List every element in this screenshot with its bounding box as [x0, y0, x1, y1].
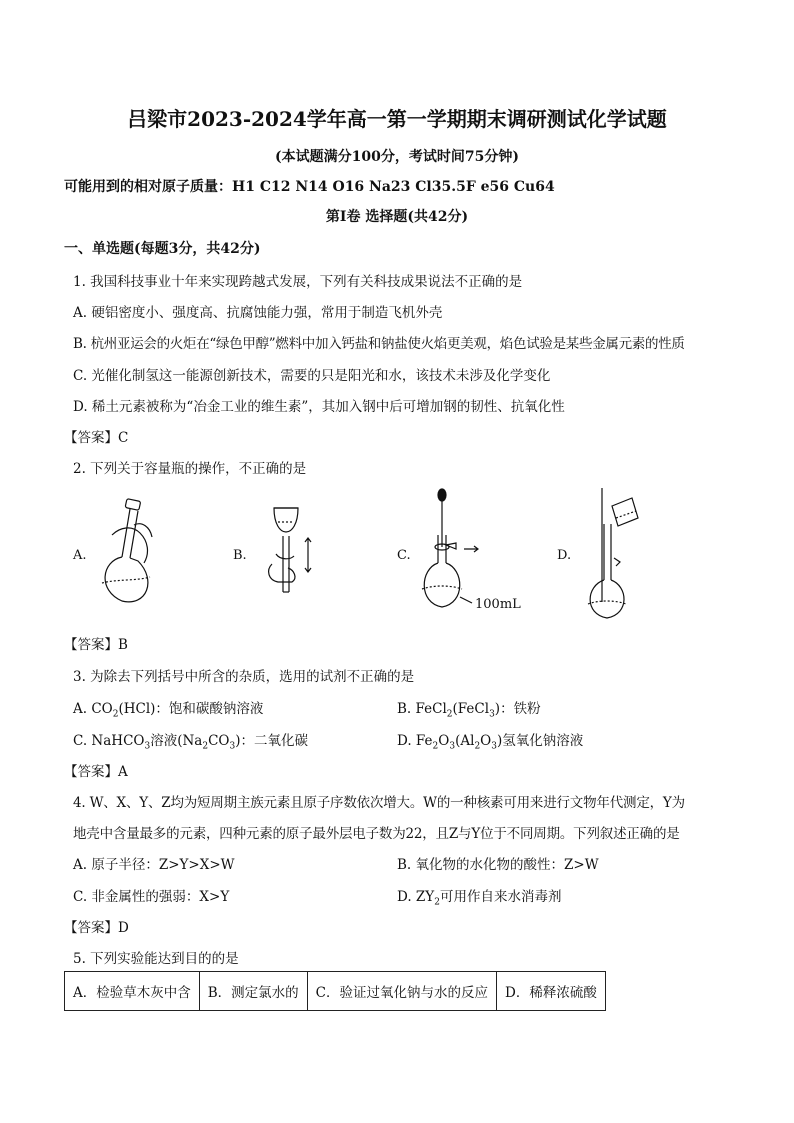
q1-option-c: C. 光催化制氢这一能源创新技术，需要的只是阳光和水，该技术未涉及化学变化: [73, 368, 551, 384]
q2-label-a: A.: [73, 548, 87, 563]
page-title: 吕梁市2023-2024学年高一第一学期期末调研测试化学试题: [127, 107, 667, 131]
table-row: [65, 972, 606, 1011]
q4-option-b: B. 氧化物的水化物的酸性：Z>W: [397, 857, 599, 873]
exam-info: (本试题满分100分，考试时间75分钟): [275, 149, 519, 165]
q1-option-d: D. 稀土元素被称为“冶金工业的维生素”，其加入钢中后可增加钢的韧性、抗氧化性: [73, 399, 565, 415]
q4-answer: 【答案】D: [64, 920, 129, 936]
q2-label-c: C.: [397, 548, 411, 563]
q1-option-a: A. 硬铝密度小、强度高、抗腐蚀能力强，常用于制造飞机外壳: [73, 305, 443, 321]
q2-stem: 2. 下列关于容量瓶的操作，不正确的是: [73, 461, 307, 477]
q2-label-b: B.: [233, 548, 247, 563]
flask-volume-label: 100mL: [475, 597, 521, 612]
q4-option-c: C. 非金属性的强弱：X>Y: [73, 889, 230, 905]
q2-answer: 【答案】B: [64, 637, 128, 653]
flask-inverting-illustration: [92, 495, 162, 610]
q4-stem-line2: 地壳中含量最多的元素，四种元素的原子最外层电子数为22，且Z与Y位于不同周期。下列叙述正确的是: [73, 826, 680, 842]
q1-stem: 1. 我国科技事业十年来实现跨越式发展，下列有关科技成果说法不正确的是: [73, 274, 523, 290]
q1-answer: 【答案】C: [64, 430, 129, 446]
q5-options-table: [64, 971, 606, 1011]
section-heading: 一、单选题(每题3分，共42分): [64, 241, 261, 257]
dropper-flask-illustration: [416, 485, 516, 615]
q3-option-d: D. $Fe_2O_3(Al_2O_3)$氢氧化钠溶液: [397, 733, 584, 752]
q4-option-a: A. 原子半径：Z>Y>X>W: [73, 857, 235, 873]
part-heading: 第Ⅰ卷 选择题(共42分): [325, 209, 469, 225]
q5-option-a-cell: A．检验草木灰中含: [65, 972, 200, 1011]
q5-option-d-cell: D．稀释浓硫酸: [497, 972, 606, 1011]
pouring-flask-illustration: [580, 484, 645, 624]
q4-option-d: D. $ZY_2$可用作自来水消毒剂: [397, 889, 562, 908]
q5-option-c-cell: C．验证过氧化钠与水的反应: [307, 972, 496, 1011]
q2-label-d: D.: [557, 548, 572, 563]
flask-shaking-illustration: [252, 500, 317, 605]
q4-stem-line1: 4. W、X、Y、Z均为短周期主族元素且原子序数依次增大。W的一种核素可用来进行文物年代测定，Y为: [73, 795, 685, 811]
q3-answer: 【答案】A: [64, 764, 128, 780]
q5-option-b-cell: B．测定氯水的: [199, 972, 307, 1011]
q1-option-b: B. 杭州亚运会的火炬在“绿色甲醇”燃料中加入钙盐和钠盐使火焰更美观，焰色试验是某些金属元素的性质: [73, 336, 685, 352]
q3-option-c: C. NaHCO$_3$溶液$(Na_2CO_3)$：二氧化碳: [73, 733, 308, 752]
atomic-masses: 可能用到的相对原子质量：H1 C12 N14 O16 Na23 Cl35.5F e56 Cu64: [64, 179, 555, 195]
q3-stem: 3. 为除去下列括号中所含的杂质，选用的试剂不正确的是: [73, 669, 415, 685]
q5-stem: 5. 下列实验能达到目的的是: [73, 951, 239, 967]
q3-option-b: B. FeCl$_2$(FeCl$_3$)：铁粉: [397, 701, 541, 720]
q3-option-a: A. $CO_2(HCl)$：饱和碳酸钠溶液: [73, 701, 264, 720]
